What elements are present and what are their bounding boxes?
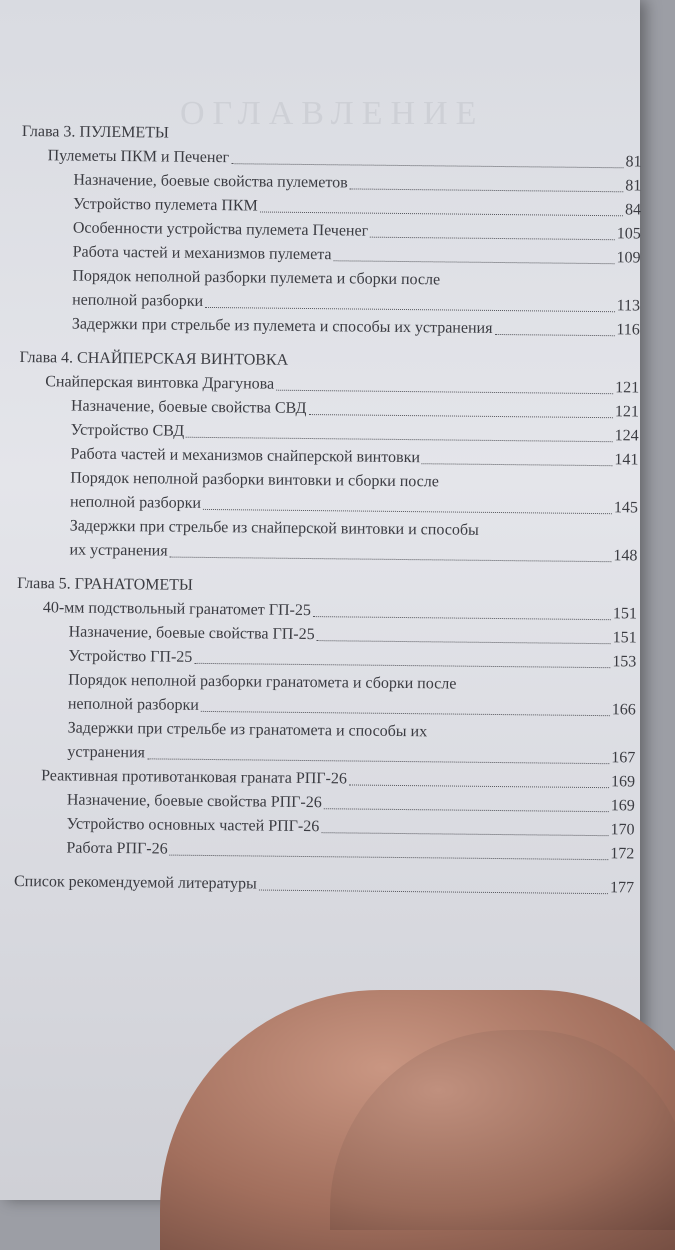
literature-entry: Список рекомендуемой литературы 177 (13, 872, 635, 897)
toc-entry: Задержки при стрельбе из снайперской винтовки и способы их устранения 148 (69, 517, 638, 565)
chapter-4-title: Глава 4. СНАЙПЕРСКАЯ ВИНТОВКА (19, 348, 289, 369)
bleed-through-heading: ОГЛАВЛЕНИЕ (180, 95, 485, 132)
toc-entry: Порядок неполной разборки гранатомета и сборки после неполной разборки 166 (67, 671, 636, 719)
toc-entry: Устройство основных частей РПГ-26 170 (66, 815, 635, 839)
toc-entry: Снайперская винтовка Драгунова 121 (45, 373, 640, 397)
toc-entry: Назначение, боевые свойства ГП-25 151 (68, 623, 637, 647)
chapter-3-title: Глава 3. ПУЛЕМЕТЫ (21, 122, 169, 142)
toc-entry: Работа РПГ-26 172 (66, 839, 635, 863)
toc-entry: Назначение, боевые свойства СВД 121 (70, 397, 640, 421)
toc-entry: Порядок неполной разборки пулемета и сборки после неполной разборки 113 (72, 267, 641, 315)
toc-entry: 40-мм подствольный гранатомет ГП-25 151 (42, 599, 637, 623)
toc-entry: Порядок неполной разборки винтовки и сборки после неполной разборки 145 (69, 469, 639, 517)
table-of-contents (14, 120, 642, 900)
toc-entry: Работа частей и механизмов снайперской винтовки 141 (70, 445, 639, 469)
toc-entry: Назначение, боевые свойства пулеметов 81 (73, 171, 642, 195)
toc-entry: Работа частей и механизмов пулемета 109 (72, 243, 641, 267)
toc-entry: Пулеметы ПКМ и Печенег 81 (47, 147, 642, 171)
toc-entry: Реактивная противотанковая граната РПГ-26 169 (41, 767, 636, 791)
toc-entry: Устройство ГП-25 153 (68, 647, 637, 671)
chapter-5-title: Глава 5. ГРАНАТОМЕТЫ (17, 574, 194, 594)
toc-entry: Задержки при стрельбе из пулемета и способы их устранения 116 (71, 315, 640, 339)
toc-entry: Задержки при стрельбе из гранатомета и способы их устранения 167 (67, 719, 636, 767)
toc-entry: Назначение, боевые свойства РПГ-26 169 (66, 791, 635, 815)
toc-entry: Устройство пулемета ПКМ 84 (73, 195, 642, 219)
toc-entry: Устройство СВД 124 (70, 421, 639, 445)
toc-entry: Особенности устройства пулемета Печенег 105 (72, 219, 641, 243)
